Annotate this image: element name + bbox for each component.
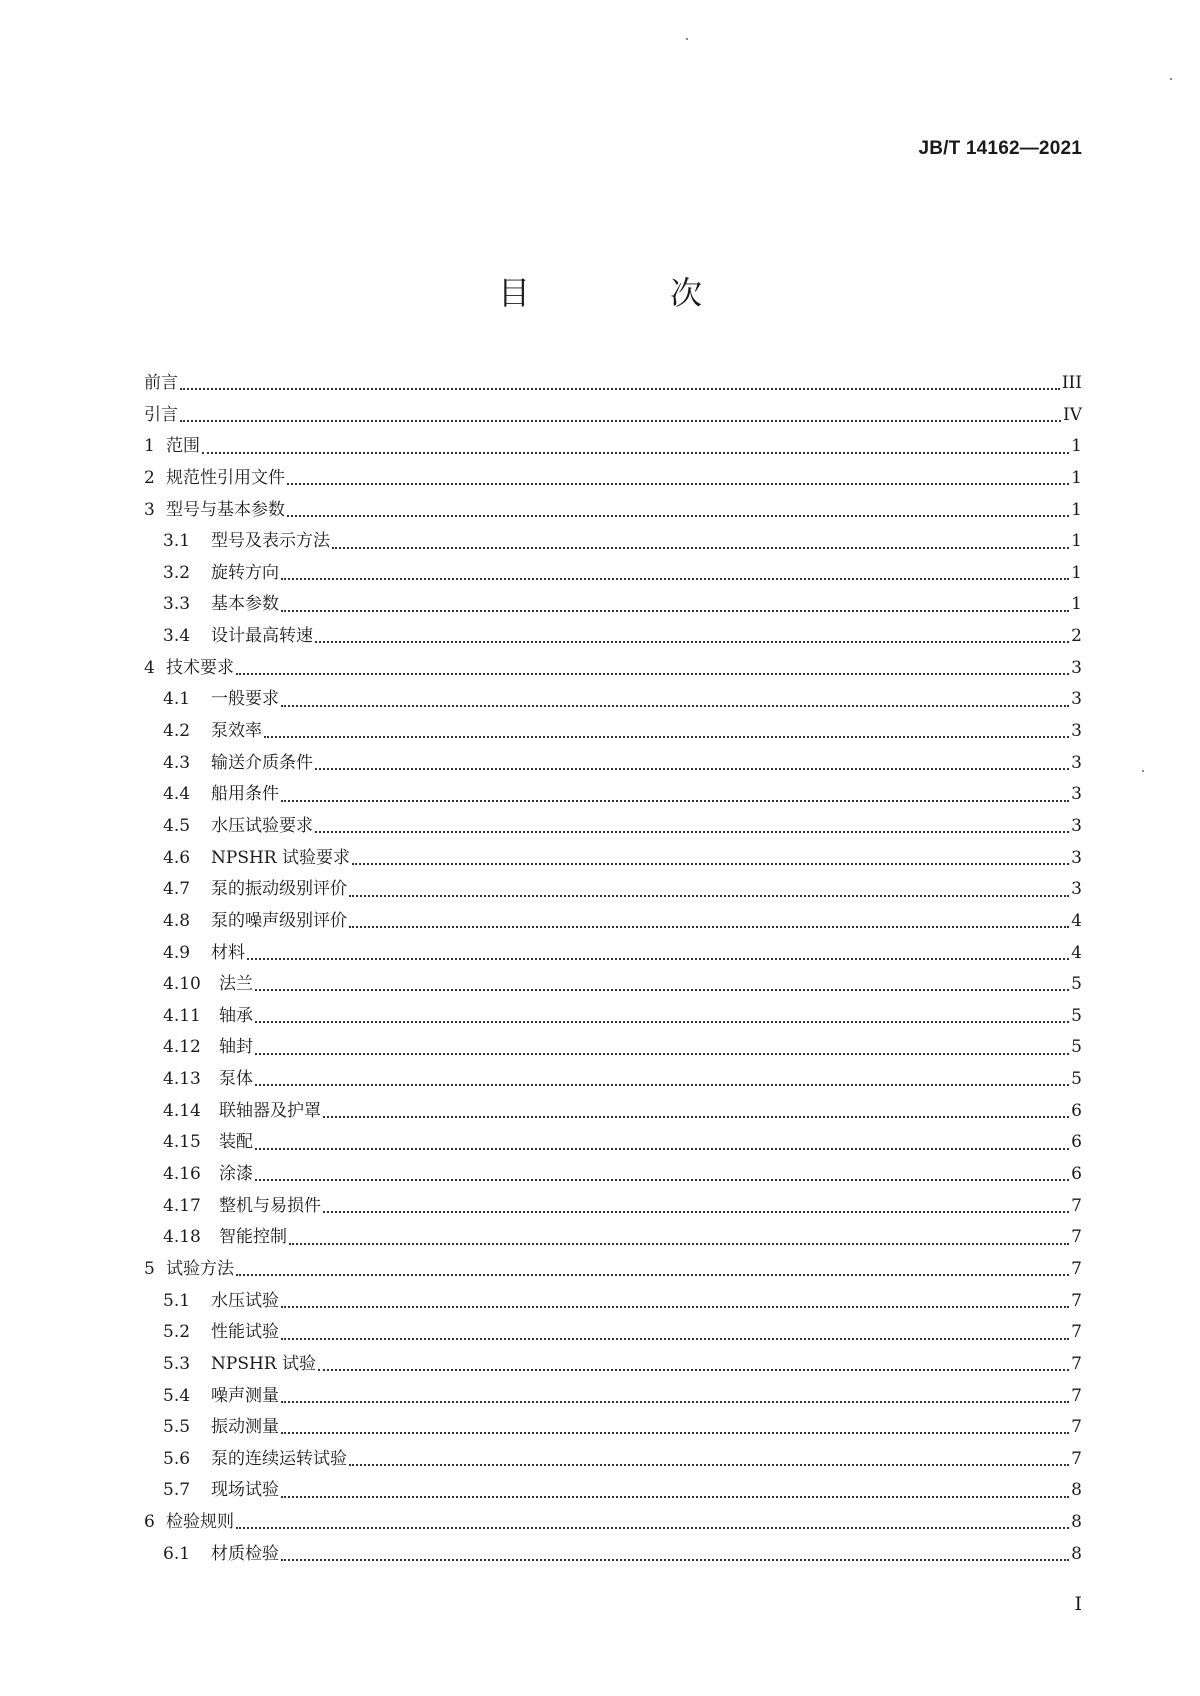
toc-entry-number: 3.2: [163, 562, 191, 583]
toc-entry[interactable]: [144, 1159, 1082, 1191]
toc-entry-label: 噪声测量: [211, 1385, 279, 1406]
toc-entry-number: 4.6: [163, 847, 191, 868]
toc-entry-label: 轴承: [219, 1005, 253, 1026]
dot-leader: [180, 419, 1061, 422]
toc-entry[interactable]: [144, 1412, 1082, 1444]
toc-entry-page: 3: [1071, 689, 1082, 710]
toc-entry-page: 3: [1071, 721, 1082, 742]
page-title: 目 次: [497, 274, 756, 312]
toc-entry[interactable]: [144, 716, 1082, 748]
dot-leader: [287, 514, 1069, 517]
toc-entry-page: 7: [1071, 1322, 1082, 1343]
dot-leader: [202, 451, 1069, 454]
scan-speck: [686, 38, 688, 40]
toc-entry-label: 船用条件: [211, 784, 279, 805]
toc-entry[interactable]: [144, 526, 1082, 558]
toc-entry-label: 泵的振动级别评价: [211, 879, 347, 900]
toc-entry-page: 1: [1071, 499, 1082, 520]
toc-entry-label: 型号及表示方法: [211, 531, 330, 552]
toc-entry[interactable]: [144, 1032, 1082, 1064]
toc-entry-label: 轴封: [219, 1037, 253, 1058]
toc-entry-number: 3.3: [163, 594, 191, 615]
toc-entry-page: 6: [1071, 1132, 1082, 1153]
toc-entry[interactable]: [144, 589, 1082, 621]
toc-entry-page: 8: [1071, 1480, 1082, 1501]
toc-entry-page: 1: [1071, 594, 1082, 615]
toc-entry-number: 4.14: [163, 1100, 201, 1121]
toc-entry-page: 3: [1071, 879, 1082, 900]
toc-entry-label: 水压试验: [211, 1290, 279, 1311]
toc-entry-number: 3: [144, 499, 155, 520]
dot-leader: [281, 1305, 1069, 1308]
dot-leader: [255, 1052, 1069, 1055]
toc-entry-number: 5.3: [163, 1353, 191, 1374]
toc-entry-number: 5.6: [163, 1448, 191, 1469]
dot-leader: [236, 1273, 1069, 1276]
toc-entry-label: 材质检验: [211, 1543, 279, 1564]
toc-entry-number: 4.10: [163, 974, 201, 995]
toc-entry-page: 3: [1071, 815, 1082, 836]
toc-entry-page: III: [1061, 373, 1082, 393]
dot-leader: [349, 1463, 1069, 1466]
dot-leader: [281, 1495, 1069, 1498]
toc-entry[interactable]: [144, 368, 1082, 400]
dot-leader: [180, 387, 1060, 390]
toc-entry-label: 整机与易损件: [219, 1195, 321, 1216]
toc-entry[interactable]: [144, 843, 1082, 875]
toc-entry-page: 6: [1071, 1100, 1082, 1121]
toc-entry-label: 设计最高转速: [211, 626, 313, 647]
dot-leader: [315, 640, 1069, 643]
dot-leader: [349, 894, 1069, 897]
dot-leader: [255, 988, 1069, 991]
toc-entry-label: 法兰: [219, 974, 253, 995]
dot-leader: [315, 830, 1069, 833]
toc-entry-page: 7: [1071, 1227, 1082, 1248]
toc-entry[interactable]: [144, 1539, 1082, 1571]
toc-entry[interactable]: [144, 1001, 1082, 1033]
toc-entry-number: 2: [144, 467, 155, 488]
toc-entry-number: 5: [144, 1258, 155, 1279]
toc-entry[interactable]: [144, 1286, 1082, 1318]
toc-entry-page: 5: [1071, 1037, 1082, 1058]
dot-leader: [315, 767, 1069, 770]
dot-leader: [352, 862, 1069, 865]
toc-entry-number: 4.5: [163, 815, 191, 836]
toc-entry-label: 现场试验: [211, 1480, 279, 1501]
toc-entry[interactable]: [144, 1444, 1082, 1476]
toc-entry-page: 4: [1071, 910, 1082, 931]
toc-entry-page: 1: [1071, 467, 1082, 488]
toc-entry-label: 一般要求: [211, 689, 279, 710]
toc-entry-label: 旋转方向: [211, 562, 279, 583]
toc-entry-page: 7: [1071, 1290, 1082, 1311]
toc-entry-number: 3.4: [163, 626, 191, 647]
toc-entry-page: 3: [1071, 847, 1082, 868]
dot-leader: [281, 577, 1069, 580]
toc-entry-page: 7: [1071, 1195, 1082, 1216]
toc-entry-page: 7: [1071, 1258, 1082, 1279]
toc-entry-number: 4.17: [163, 1195, 201, 1216]
dot-leader: [281, 1431, 1069, 1434]
toc-entry-label: 技术要求: [166, 657, 234, 678]
toc-entry[interactable]: [144, 1096, 1082, 1128]
toc-entry-number: 4.11: [163, 1005, 201, 1026]
toc-entry[interactable]: [144, 1254, 1082, 1286]
toc-entry[interactable]: [144, 1381, 1082, 1413]
toc-entry-label: NPSHR 试验要求: [211, 847, 350, 868]
toc-entry-label: 前言: [144, 373, 178, 393]
toc-entry-label: 智能控制: [219, 1227, 287, 1248]
toc-entry-number: 4.16: [163, 1164, 201, 1185]
toc-entry[interactable]: [144, 495, 1082, 527]
toc-entry-number: 4.13: [163, 1069, 201, 1090]
toc-entry-number: 4.1: [163, 689, 191, 710]
toc-entry-number: 4.8: [163, 910, 191, 931]
toc-entry-label: NPSHR 试验: [211, 1353, 316, 1374]
toc-entry-number: 1: [144, 436, 155, 457]
toc-entry-page: 8: [1071, 1543, 1082, 1564]
toc-entry-label: 检验规则: [166, 1512, 234, 1533]
toc-entry-page: 7: [1071, 1353, 1082, 1374]
toc-entry-label: 型号与基本参数: [166, 499, 285, 520]
toc-entry[interactable]: [144, 1349, 1082, 1381]
toc-entry-number: 3.1: [163, 531, 191, 552]
toc-entry-number: 4.7: [163, 879, 191, 900]
toc-entry-page: 1: [1071, 436, 1082, 457]
toc-entry-page: 1: [1071, 531, 1082, 552]
toc-entry-label: 基本参数: [211, 594, 279, 615]
dot-leader: [281, 799, 1069, 802]
dot-leader: [281, 609, 1069, 612]
dot-leader: [318, 1368, 1069, 1371]
standard-code: JB/T 14162—2021: [918, 138, 1082, 159]
toc-entry-number: 4.12: [163, 1037, 201, 1058]
dot-leader: [287, 482, 1069, 485]
dot-leader: [281, 704, 1069, 707]
toc-entry[interactable]: [144, 1507, 1082, 1539]
toc-entry-page: 5: [1071, 1005, 1082, 1026]
toc-entry[interactable]: [144, 558, 1082, 590]
toc-entry[interactable]: [144, 621, 1082, 653]
toc-entry-number: 5.2: [163, 1322, 191, 1343]
toc-entry[interactable]: [144, 1191, 1082, 1223]
toc-entry[interactable]: [144, 1064, 1082, 1096]
toc-entry-label: 振动测量: [211, 1417, 279, 1438]
toc-entry-label: 材料: [211, 942, 245, 963]
toc-entry-page: 1: [1071, 562, 1082, 583]
toc-entry-label: 输送介质条件: [211, 752, 313, 773]
toc-entry-label: 泵的连续运转试验: [211, 1448, 347, 1469]
toc-entry[interactable]: [144, 779, 1082, 811]
toc-entry-page: 5: [1071, 974, 1082, 995]
dot-leader: [349, 925, 1069, 928]
toc-entry-page: 2: [1071, 626, 1082, 647]
scan-speck: [1142, 770, 1144, 772]
toc-entry-page: 3: [1071, 784, 1082, 805]
dot-leader: [255, 1147, 1069, 1150]
dot-leader: [247, 957, 1069, 960]
toc-entry-number: 4: [144, 657, 155, 678]
toc-entry[interactable]: [144, 906, 1082, 938]
toc-entry-page: 7: [1071, 1385, 1082, 1406]
toc-entry[interactable]: [144, 969, 1082, 1001]
toc-entry-page: 4: [1071, 942, 1082, 963]
toc-entry-page: 3: [1071, 657, 1082, 678]
toc-entry-number: 4.18: [163, 1227, 201, 1248]
toc-entry[interactable]: [144, 400, 1082, 432]
dot-leader: [255, 1178, 1069, 1181]
toc-entry[interactable]: [144, 463, 1082, 495]
toc-entry-number: 5.4: [163, 1385, 191, 1406]
toc-entry[interactable]: [144, 431, 1082, 463]
toc-entry-number: 6.1: [163, 1543, 191, 1564]
dot-leader: [281, 1337, 1069, 1340]
toc-entry-page: 6: [1071, 1164, 1082, 1185]
dot-leader: [281, 1558, 1069, 1561]
toc-entry[interactable]: [144, 1475, 1082, 1507]
toc-entry[interactable]: [144, 748, 1082, 780]
toc-entry[interactable]: [144, 1317, 1082, 1349]
dot-leader: [264, 735, 1069, 738]
toc-entry-page: 5: [1071, 1069, 1082, 1090]
dot-leader: [323, 1115, 1069, 1118]
toc-entry[interactable]: [144, 684, 1082, 716]
dot-leader: [323, 1210, 1069, 1213]
toc-entry[interactable]: [144, 653, 1082, 685]
toc-entry-label: 性能试验: [211, 1322, 279, 1343]
toc-entry-label: 泵的噪声级别评价: [211, 910, 347, 931]
toc-entry-page: 3: [1071, 752, 1082, 773]
dot-leader: [289, 1242, 1069, 1245]
toc-entry[interactable]: [144, 1127, 1082, 1159]
toc-entry-number: 4.9: [163, 942, 191, 963]
toc-entry-label: 范围: [166, 436, 200, 457]
scan-speck: [1170, 78, 1172, 80]
dot-leader: [236, 1526, 1069, 1529]
toc-entry-page: IV: [1063, 404, 1082, 425]
table-of-contents: [144, 368, 1082, 1570]
dot-leader: [281, 1400, 1069, 1403]
toc-entry-page: 7: [1071, 1417, 1082, 1438]
toc-entry-number: 5.7: [163, 1480, 191, 1501]
toc-entry-label: 试验方法: [166, 1258, 234, 1279]
dot-leader: [332, 546, 1069, 549]
toc-entry-label: 规范性引用文件: [166, 467, 285, 488]
dot-leader: [236, 672, 1069, 675]
toc-entry-label: 联轴器及护罩: [219, 1100, 321, 1121]
toc-entry-label: 泵体: [219, 1069, 253, 1090]
toc-entry[interactable]: [144, 1222, 1082, 1254]
toc-entry-number: 6: [144, 1512, 155, 1533]
toc-entry[interactable]: [144, 811, 1082, 843]
toc-entry-number: 4.15: [163, 1132, 201, 1153]
toc-entry[interactable]: [144, 874, 1082, 906]
toc-entry-number: 5.5: [163, 1417, 191, 1438]
toc-entry-label: 引言: [144, 404, 178, 425]
page-number: I: [1074, 1593, 1082, 1615]
toc-entry-label: 装配: [219, 1132, 253, 1153]
toc-entry-number: 5.1: [163, 1290, 191, 1311]
toc-entry-number: 4.4: [163, 784, 191, 805]
toc-entry-label: 涂漆: [219, 1164, 253, 1185]
toc-entry-page: 8: [1071, 1512, 1082, 1533]
toc-entry-page: 7: [1071, 1448, 1082, 1469]
toc-entry[interactable]: [144, 938, 1082, 970]
toc-entry-number: 4.2: [163, 721, 191, 742]
dot-leader: [255, 1083, 1069, 1086]
dot-leader: [255, 1020, 1069, 1023]
toc-entry-label: 水压试验要求: [211, 815, 313, 836]
toc-entry-number: 4.3: [163, 752, 191, 773]
toc-entry-label: 泵效率: [211, 721, 262, 742]
